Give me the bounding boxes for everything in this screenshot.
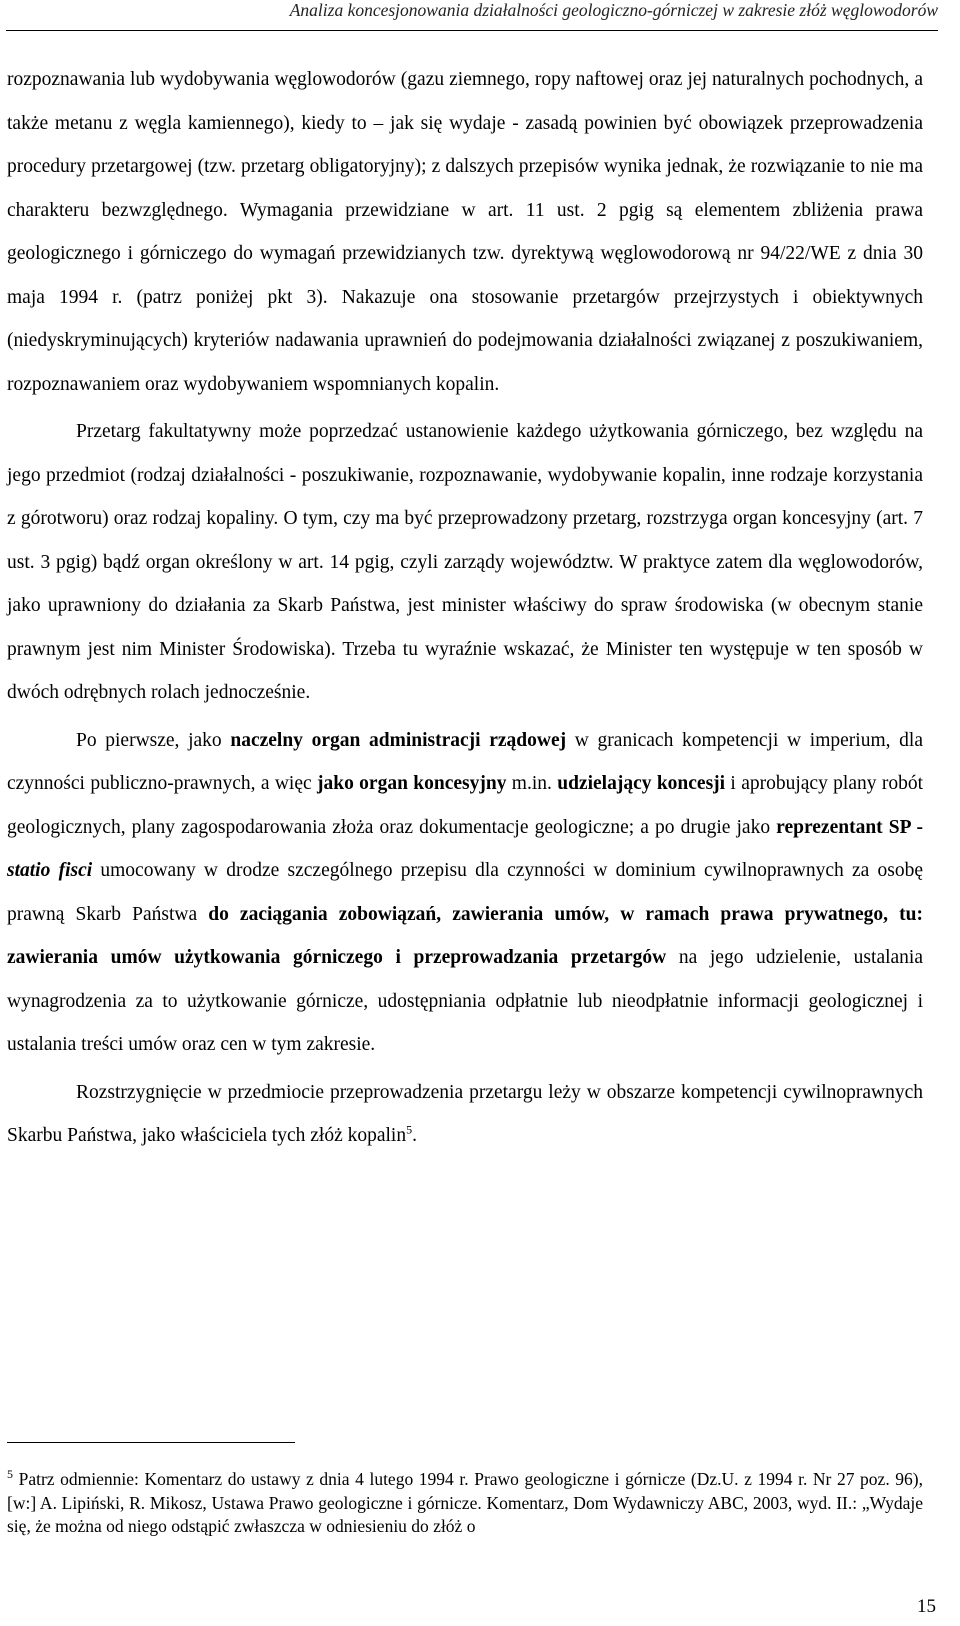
footnote-5 — [7, 1468, 923, 1539]
p3-bold-4: reprezentant SP - — [776, 816, 923, 838]
p3-bold-italic-1: statio fisci — [7, 860, 93, 881]
footnote-number: 5 — [7, 1467, 13, 1482]
paragraph-1: rozpoznawania lub wydobywania węglowodorów (gazu ziemnego, ropy naftowej oraz jej naturalnych pochodnych, a także metanu z węgla kamiennego), kiedy to – jak się wydaje - zasadą powinien być obowiązek przeprowadzenia procedury przetargowej (tzw. przetarg obligatoryjny); z dalszych przepisów wynika jednak, że rozwiązanie to nie ma charakteru bezwzględnego. Wymagania przewidziane w art. 11 ust. 2 pgig są elementem zbliżenia prawa geologicznego i górniczego do wymagań przewidzianych tzw. dyrektywą węglowodorową nr 94/22/WE z dnia 30 maja 1994 r. (patrz poniżej pkt 3). Nakazuje ona stosowanie przetargów przejrzystych i obiektywnych (niedyskryminujących) kryteriów nadawania uprawnień do podejmowania działalności związanej z poszukiwaniem, rozpoznawaniem oraz wydobywaniem wspomnianych kopalin. — [7, 69, 923, 395]
p3-bold-3: udzielający koncesji — [557, 773, 726, 794]
footnote-reference[interactable]: 5 — [406, 1122, 413, 1137]
p4-text: Rozstrzygnięcie w przedmiocie przeprowadzenia przetargu leży w obszarze kompetencji cywilnoprawnych Skarbu Państwa, jako właściciela tych złóż kopalin — [7, 1081, 923, 1146]
p3-text-3: m.in. — [506, 773, 558, 794]
paragraph-4 — [7, 1071, 923, 1158]
paragraph-3 — [7, 719, 923, 1067]
p3-bold-1: naczelny organ administracji rządowej — [230, 729, 567, 751]
p3-text-2: w granicach kompetencji w imperium, dla czynności publiczno-prawnych, a więc — [7, 729, 923, 794]
footnote-rule — [7, 1442, 295, 1443]
p3-text-6: na jego udzielenie, ustalania wynagrodzenia za to użytkowanie górnicze, udostępniania odpłatnie lub nieodpłatnie informacji geologicznej i ustalania treści umów oraz cen w tym zakresie. — [7, 947, 923, 1055]
footnote — [7, 1468, 923, 1539]
body-text — [7, 58, 923, 1158]
running-header: Analiza koncesjonowania działalności geologiczno-górniczej w zakresie złóż węglowodorów — [289, 0, 938, 20]
page-number: 15 — [917, 1596, 936, 1617]
p3-text-4: i aprobujący plany robót geologicznych, plany zagospodarowania złoża oraz dokumentacje geologiczne; a po drugie jako — [7, 773, 923, 838]
p3-bold-2: jako organ koncesyjny — [316, 773, 507, 794]
p3-text-5: umocowany w drodze szczególnego przepisu dla czynności w dominium cywilnoprawnych za osobę prawną Skarb Państwa — [7, 860, 923, 925]
footnote-text: Patrz odmiennie: Komentarz do ustawy z dnia 4 lutego 1994 r. Prawo geologiczne i górnicze (Dz.U. z 1994 r. Nr 27 poz. 96), [w:] A. Lipiński, R. Mikosz, Ustawa Prawo geologiczne i górnicze. Komentarz, Dom Wydawniczy ABC, 2003, wyd. II.: „Wydaje się, że można od niego odstąpić zwłaszcza w odniesieniu do złóż o — [7, 1469, 923, 1536]
paragraph-2: Przetarg fakultatywny może poprzedzać ustanowienie każdego użytkowania górniczego, bez względu na jego przedmiot (rodzaj działalności - poszukiwanie, rozpoznawanie, wydobywanie kopalin, inne rodzaje korzystania z górotworu) oraz rodzaj kopaliny. O tym, czy ma być przeprowadzony przetarg, rozstrzyga organ koncesyjny (art. 7 ust. 3 pgig) bądź organ określony w art. 14 pgig, czyli zarządy województw. W praktyce zatem dla węglowodorów, jako uprawniony do działania za Skarb Państwa, jest minister właściwy do spraw środowiska (w obecnym stanie prawnym jest nim Minister Środowiska). Trzeba tu wyraźnie wskazać, że Minister ten występuje w ten sposób w dwóch odrębnych rolach jednocześnie. — [7, 421, 923, 703]
header-rule — [6, 30, 938, 31]
p3-text-1: Po pierwsze, jako — [76, 729, 231, 751]
p4-end: . — [412, 1125, 417, 1146]
p3-bold-5: do zaciągania zobowiązań, zawierania umów, w ramach prawa prywatnego, tu: zawierania umów użytkowania górniczego i przeprowadzania przetargów — [7, 903, 923, 968]
